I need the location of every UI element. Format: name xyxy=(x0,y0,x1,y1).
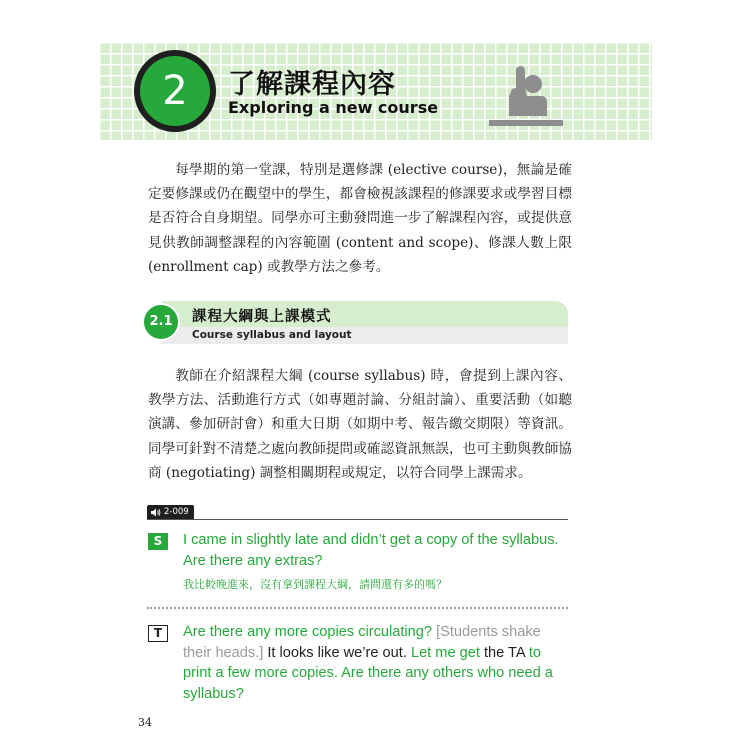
speaker-badge-student: S xyxy=(148,533,168,550)
page-number: 34 xyxy=(138,716,152,729)
chapter-title-zh: 了解課程內容 xyxy=(228,69,396,100)
student-line-zh: 我比較晚進來，沒有拿到課程大綱，請問還有多的嗎？ xyxy=(183,578,447,591)
speaker-icon xyxy=(151,508,161,517)
chapter-number: 2 xyxy=(140,56,210,126)
audio-track-tag[interactable] xyxy=(147,505,194,520)
section-paragraph: 教師在介紹課程大綱 (course syllabus) 時，會提到上課內容、教學方法、活動進行方式（如專題討論、分組討論）、重要活動（如聽演講、參加研討會）和重大日期（如期中考、報告繳交期限）等資訊。同學可針對不清楚之處向教師提問或確認資訊無誤，也可主動與教師協商 (negotiating) 調整相關期程或規定，以符合同學上課需求。 xyxy=(148,368,572,481)
teacher-line-segment: the TA xyxy=(483,644,529,661)
teacher-line-segment: Are there any more copies circulating? xyxy=(183,624,437,640)
intro-paragraph: 每學期的第一堂課，特別是選修課 (elective course)，無論是確定要修課或仍在觀望中的學生，都會檢視該課程的修課要求或學習目標是否符合自身期望。同學亦可主動發問進一步了解課程內容，或提供意見供教師調整課程的內容範圍 (content and scope)、修課人數上限 (enrollment cap) 或教學方法之參考。 xyxy=(148,162,572,275)
stage-direction: [Students shake their heads.] xyxy=(183,624,541,661)
teacher-line-segment: Let me get xyxy=(410,644,484,661)
chapter-number-badge xyxy=(134,50,216,132)
teacher-line-segment: to print a few more copies. Are there any others who need a syllabus? xyxy=(183,644,553,702)
audio-track-label: 2-009 xyxy=(164,507,189,517)
teacher-line-en xyxy=(183,622,573,704)
dialogue-dotted-divider xyxy=(147,607,568,609)
section-number-badge: 2.1 xyxy=(142,303,180,341)
section-title-zh: 課程大綱與上課模式 xyxy=(192,309,332,325)
raised-hand-student-icon xyxy=(487,62,565,130)
dialogue-top-rule xyxy=(147,519,568,520)
speaker-badge-teacher: T xyxy=(148,625,168,642)
teacher-line-segment: It looks like we’re out. xyxy=(267,644,411,661)
student-line-en: I came in slightly late and didn’t get a copy of the syllabus. Are there any extras? xyxy=(183,532,559,569)
chapter-title-en: Exploring a new course xyxy=(228,98,439,117)
section-title-en: Course syllabus and layout xyxy=(192,329,352,341)
